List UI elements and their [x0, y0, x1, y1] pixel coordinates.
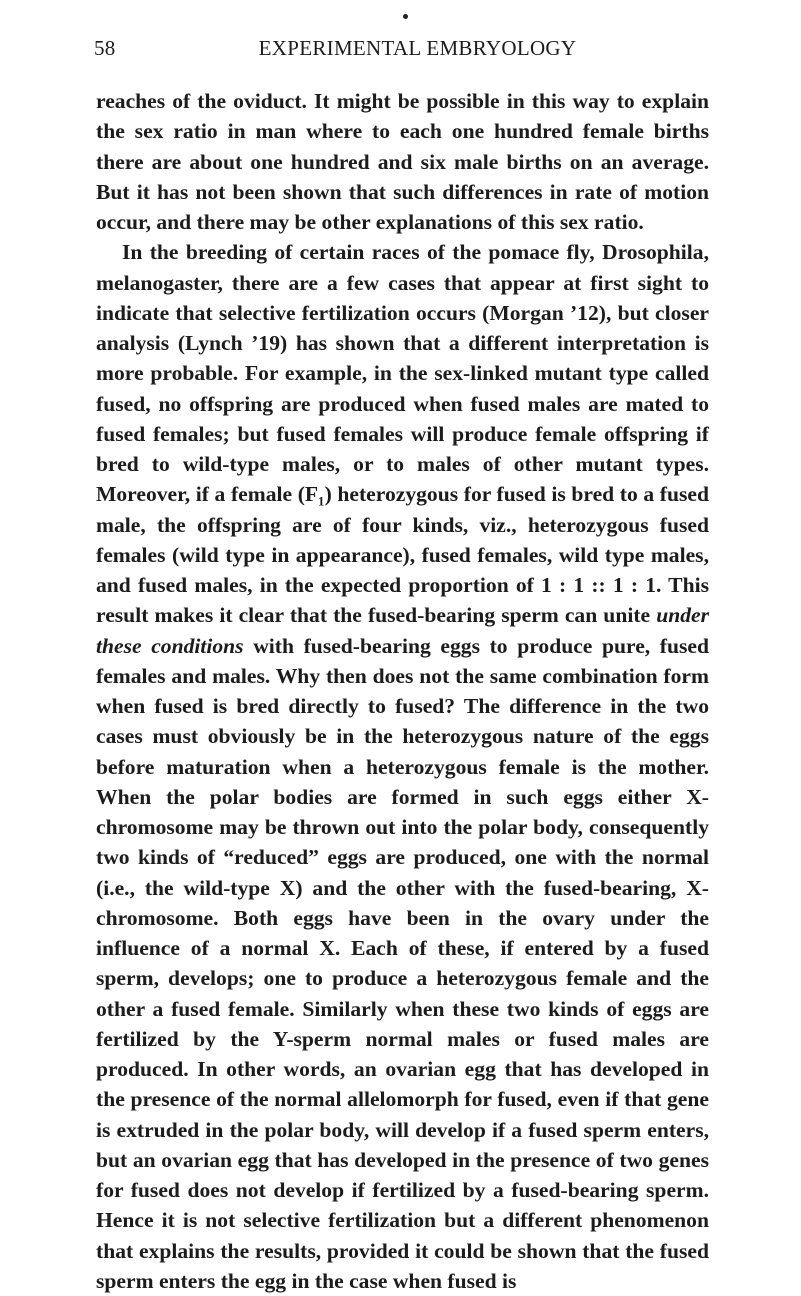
page-number: 58	[94, 36, 116, 60]
body-text	[96, 86, 709, 1296]
paragraph	[96, 237, 709, 1296]
emphasis-text: under these conditions	[96, 603, 709, 658]
paragraph-text: In the breeding of certain races of the pomace fly, Drosophila, melanogaster, there are a few cases that appear at first sight to indicate that selective fertilization occurs (Morgan ’12), but closer analysis (Lynch ’19) has shown that a different interpretation is more probable. For example, in the sex-linked mutant type called fused, no offspring are produced when fused males are mated to fused females; but fused females will produce female offspring if bred to wild-type males, or to males of other mutant types. Moreover, if a female (F₁) heterozygous for fused is bred to a fused male, the offspring are of four kinds, viz., heterozygous fused females (wild type in appearance), fused females, wild type males, and fused males, in the expected proportion of 1 : 1 :: 1 : 1. This result makes it clear that the fused-bearing sperm can unite	[96, 240, 709, 628]
paragraph: reaches of the oviduct. It might be possible in this way to explain the sex ratio in man where to each one hundred female births there are about one hundred and six male births on an average. But it has not been shown that such differences in rate of motion occur, and there may be other explanations of this sex ratio.	[96, 89, 709, 234]
book-title: EXPERIMENTAL EMBRYOLOGY	[258, 36, 577, 60]
paragraph-text: with fused-bearing eggs to produce pure, fused females and males. Why then does not the same combination form when fused is bred directly to fused? The difference in the two cases must obviously be in the heterozygous nature of the eggs before maturation when a heterozygous female is the mother. When the polar bodies are formed in such eggs either X-chromosome may be thrown out into the polar body, consequently two kinds of “reduced” eggs are produced, one with the normal (i.e., the wild-type X) and the other with the fused-bearing, X-chromosome. Both eggs have been in the ovary under the influence of a normal X. Each of these, if entered by a fused sperm, develops; one to produce a heterozygous female and the other a fused female. Similarly when these two kinds of eggs are fertilized by the Y-sperm normal males or fused males are produced. In other words, an ovarian egg that has developed in the presence of the normal allelomorph for fused, even if that gene is extruded in the polar body, will develop if a fused sperm enters, but an ovarian egg that has developed in the presence of two genes for fused does not develop if fertilized by a fused-bearing sperm. Hence it is not selective fertilization but a different phenomenon that explains the results, provided it could be shown that the fused sperm enters the egg in the case when fused is	[96, 633, 710, 1293]
running-head	[94, 36, 711, 66]
printer-mark	[403, 14, 408, 19]
